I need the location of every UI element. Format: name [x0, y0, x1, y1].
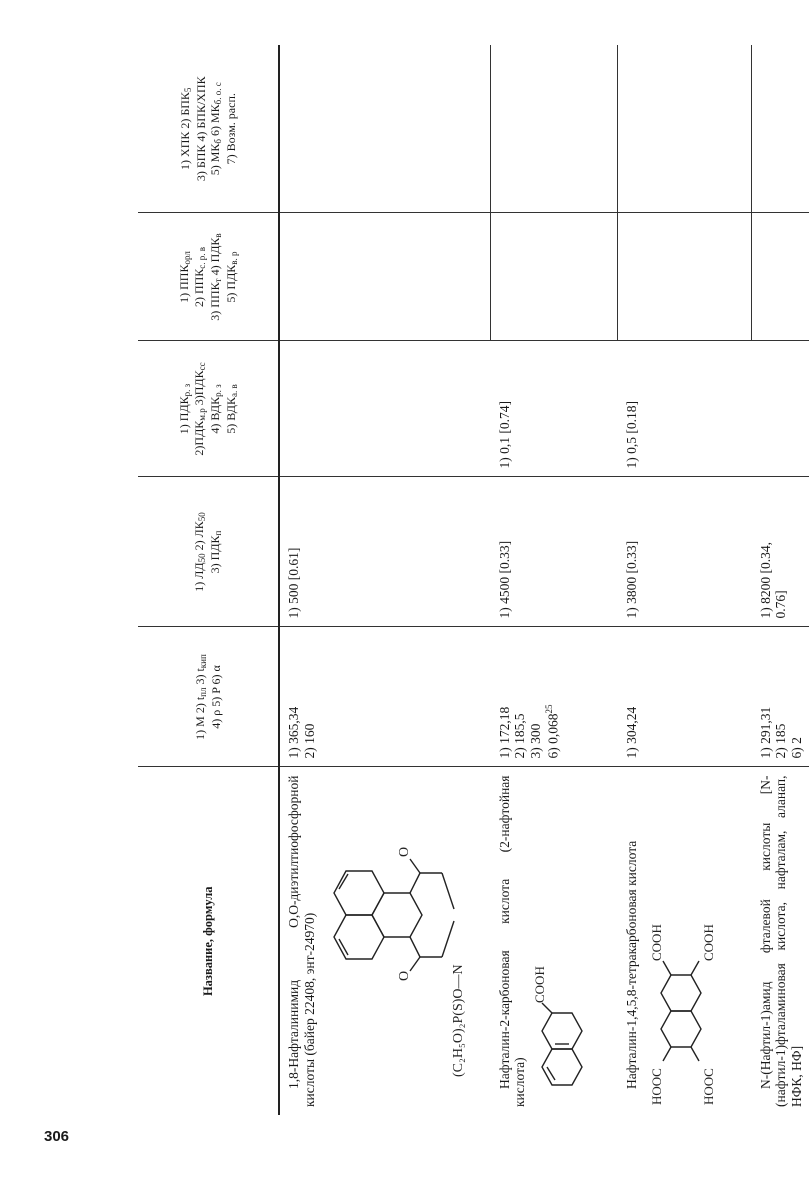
air-limit-cell: 1) 0,5 [0.18]	[618, 341, 752, 477]
water-quality-cell	[491, 45, 618, 213]
tetracarboxylic-acid-structure	[643, 777, 723, 1107]
air-limit-cell	[279, 341, 491, 477]
substance-name: 1,8-Нафталинимид O,O-диэтилтиофосфорной кислоты (байер 22408, энт-24970)	[286, 775, 317, 1107]
header-air-limits: 1) $ПДК_{р. з}$ $2)ПДК_{м.р}$ $3)ПДК_{сс}$ 4) $ВДК_{р. з}$ 5) $ВДК_{а. в}$	[138, 341, 279, 477]
svg-text:(C₂H₅O)₂P(S)O—N: (C₂H₅O)₂P(S)O—N	[450, 964, 466, 1077]
header-row	[138, 45, 279, 1115]
header-lethal-doses: 1) $ЛД_{50}$ 2) $ЛК_{50}$ 3) $ПДК_п$	[138, 477, 279, 627]
substance-name: Нафталин-2-карбоновая кислота (2-нафтойная кислота)	[496, 775, 528, 1107]
toxicity-cell: 1) 500 [0.61]	[279, 477, 491, 627]
header-water-quality: 1) ХПК 2) $БПК_5$ 3) БПК 4) БПК/ХПК 5) $МК_б$ 6) $МК_{б. о. с}$ 7) Возм. расп.	[138, 45, 279, 213]
substance-cell	[279, 767, 491, 1115]
substance-cell	[618, 767, 752, 1115]
table-row	[752, 45, 809, 1115]
air-limit-cell: 1) 0,1 [0.74]	[491, 341, 618, 477]
svg-text:O: O	[396, 846, 412, 857]
svg-text:COOH: COOH	[532, 966, 548, 1003]
properties-cell: 1) 365,34 2) 160	[279, 627, 491, 767]
substance-name: N-(Нафтил-1)амид фталевой кислоты [N-(нафтил-1)фталаминовая кислота, нафталам, аланап, НФК, НФ]	[757, 775, 805, 1107]
toxicity-cell: 1) 4500 [0.33]	[491, 477, 618, 627]
water-quality-cell	[279, 45, 491, 213]
toxicity-cell: 1) 8200 [0.34, 0.76]	[752, 477, 809, 627]
header-name: Название, формула	[138, 767, 279, 1115]
water-quality-cell	[618, 45, 752, 213]
properties-cell: 1) 304,24	[618, 627, 752, 767]
svg-text:HOOC: HOOC	[701, 1068, 717, 1105]
water-quality-cell	[752, 45, 809, 213]
header-physical-props: 1) M 2) $t_{пл}$ 3) $t_{кип}$ 4) ρ 5) P 6) α	[138, 627, 279, 767]
substance-cell	[491, 767, 618, 1115]
svg-text:HOOC: HOOC	[649, 1068, 665, 1105]
water-limit-cell	[752, 213, 809, 341]
svg-text:O: O	[396, 970, 412, 981]
toxicology-table	[138, 45, 805, 1115]
substance-name: Нафталин-1,4,5,8-тетракарбоновая кислота	[623, 840, 639, 1089]
table-row	[618, 45, 752, 1115]
properties-cell: 1) 172,18 2) 185,5 3) 300 6) 0,068$^{25}$	[491, 627, 618, 767]
header-water-limits: 1) $ППК_{орл}$ 2) $ППК_{с. р. в}$ 3) $ППК_т$ 4) $ПДК_в$ 5) $ПДК_{в. р}$	[138, 213, 279, 341]
table-row	[491, 45, 618, 1115]
naphthalimide-structure	[322, 777, 472, 1107]
svg-text:COOH: COOH	[701, 924, 717, 961]
water-limit-cell	[491, 213, 618, 341]
water-limit-cell	[618, 213, 752, 341]
properties-cell: 1) 291,31 2) 185 6) 2	[752, 627, 809, 767]
svg-text:COOH: COOH	[649, 924, 665, 961]
naphthoic-acid-structure	[532, 777, 604, 1107]
table-row	[279, 45, 491, 1115]
page-number: 306	[44, 1128, 70, 1145]
air-limit-cell	[752, 341, 809, 477]
substance-cell	[752, 767, 809, 1115]
toxicity-cell: 1) 3800 [0.33]	[618, 477, 752, 627]
water-limit-cell	[279, 213, 491, 341]
